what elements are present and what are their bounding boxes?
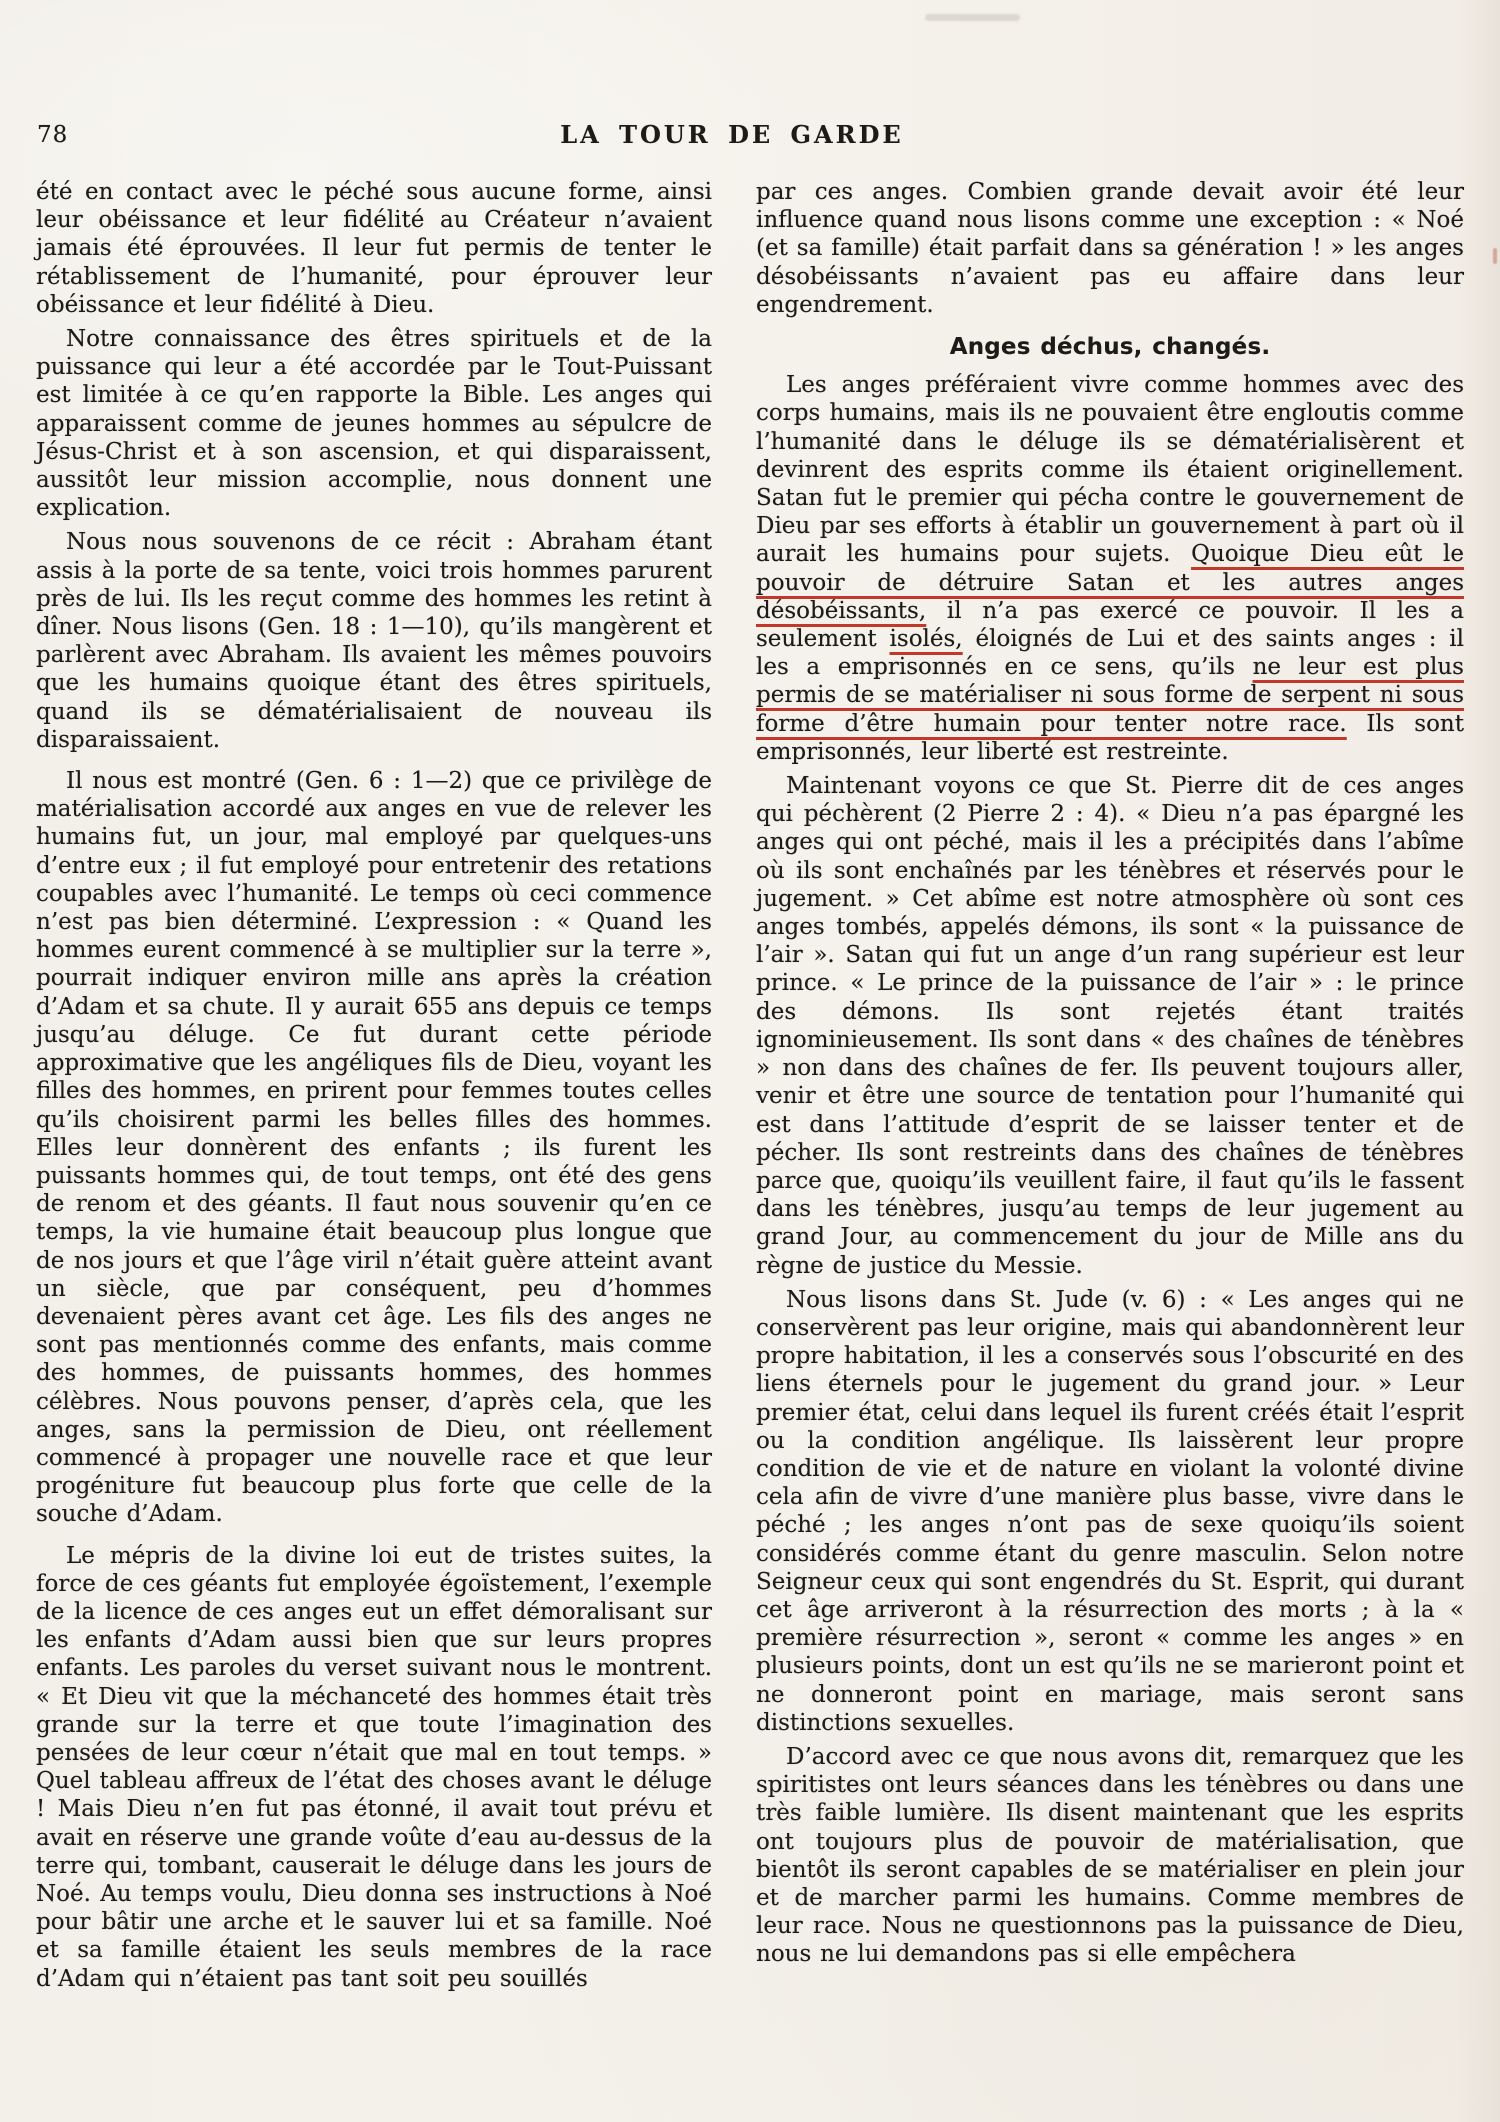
right-column: [756, 178, 1464, 1975]
text-segment: Maintenant voyons ce que St. Pierre dit de ces anges qui péchèrent (2 Pierre 2 : 4). « Dieu n’a pas épargné les anges qui ont péché, mais il les a précipités dans l’abîme où ils sont enchaînés par les ténèbres et réservés pour le jugement. » Cet abîme est notre atmosphère où sont ces anges tombés, appelés démons, ils sont « la puissance de l’air ». Satan qui fut un ange d’un rang supérieur est leur prince. « Le prince de la puissance de l’air » : le prince des démons. Ils sont rejetés étant traités ignominieusement. Ils sont dans « des chaînes de ténèbres » non dans des chaînes de fer. Ils peuvent toujours aller, venir et être une source de tentation pour l’humanité qui est dans l’attitude d’esprit de se laisser tenter et de pécher. Ils sont restreints dans des chaînes de ténèbres parce que, quoiqu’ils veuillent faire, il faut qu’ils le fassent dans les ténèbres, jusqu’au temps de leur jugement au grand Jour, au commencement du jour de Mille ans du règne de justice du Messie.: [756, 773, 1464, 1279]
scan-artifact: [1493, 248, 1497, 264]
paragraph: [756, 1743, 1464, 1969]
section-heading: Anges déchus, changés.: [949, 334, 1271, 361]
red-underlined-text: ne leur est plus permis de se matérialiser ni sous forme de serpent ni sous forme d’être humain pour tenter notre race.: [756, 654, 1464, 737]
text-segment: Notre connaissance des êtres spirituels et de la puissance qui leur a été accordée par le Tout-Puissant est limitée à ce qu’en rapporte la Bible. Les anges qui apparaissent comme de jeunes hommes au sépulcre de Jésus-Christ et à son ascension, et qui disparaissent, aussitôt leur mission accomplie, nous donnent une explication.: [36, 326, 712, 522]
text-segment: Le mépris de la divine loi eut de tristes suites, la force de ces géants fut employée égoïstement, l’exemple de la licence de ces anges eut un effet démoralisant sur les enfants d’Adam aussi bien que sur leurs propres enfants. Les paroles du verset suivant nous le montrent. « Et Dieu vit que la méchanceté des hommes était très grande sur la terre et que toute l’imagination des pensées de leur cœur n’était que mal en tout temps. » Quel tableau affreux de l’état des choses avant le déluge ! Mais Dieu n’en fut pas étonné, il avait tout prévu et avait en réserve une grande voûte d’eau au-dessus de la terre qui, tombant, causerait le déluge dans les jours de Noé. Au temps voulu, Dieu donna ses instructions à Noé pour bâtir une arche et le sauver lui et sa famille. Noé et sa famille étaient les seuls membres de la race d’Adam qui n’étaient pas tant soit peu souillés: [36, 1542, 712, 1992]
paragraph: [36, 178, 712, 319]
page-number: 78: [37, 122, 69, 148]
text-segment: Nous nous souvenons de ce récit : Abraham étant assis à la porte de sa tente, voici trois hommes parurent près de lui. Ils les reçut comme des hommes les retint à dîner. Nous lisons (Gen. 18 : 1—10), qu’ils mangèrent et parlèrent avec Abraham. Ils avaient les mêmes pouvoirs que les humains quoique étant des êtres spirituels, quand ils se dématérialisaient de nouveau ils disparaissaient.: [36, 529, 712, 753]
paragraph: [756, 772, 1464, 1280]
paragraph: [36, 1542, 712, 1993]
paragraph: [36, 325, 712, 522]
red-underlined-text: Quoique Dieu eût le pouvoir de détruire Satan et les autres anges désobéissants,: [756, 541, 1465, 624]
paragraph: [756, 1286, 1464, 1737]
text-segment: Les anges préféraient vivre comme hommes avec des corps humains, mais ils ne pouvaient être engloutis comme l’humanité dans le déluge ils se dématérialisèrent et devinrent des esprits comme ils étaient originellement. Satan fut le premier qui pécha contre le gouvernement de Dieu par ses efforts à établir un gouvernement à part où il aurait les humains pour sujets.: [756, 372, 1464, 568]
scan-artifact: [925, 14, 1020, 21]
text-segment: il n’a pas exercé ce pouvoir. Il les a seulement: [756, 597, 1464, 653]
paragraph: [756, 178, 1464, 319]
text-segment: par ces anges. Combien grande devait avoir été leur influence quand nous lisons comme une exception : « Noé (et sa famille) était parfait dans sa génération ! » les anges désobéissants n’avaient pas eu affaire dans leur engendrement.: [756, 179, 1464, 318]
paragraph: [36, 528, 712, 754]
text-segment: Nous lisons dans St. Jude (v. 6) : « Les anges qui ne conservèrent pas leur origine, mais qui abandonnèrent leur propre habitation, il les a conservés sous l’obscurité en des liens éternels pour le jugement du grand jour. » Leur premier état, celui dans lequel ils furent créés était l’esprit ou la condition angélique. Ils laissèrent leur propre condition de vie et de nature en violant la volonté divine cela afin de vivre d’une manière plus basse, vivre dans le péché ; les anges n’ont pas de sexe quoiqu’ils soient considérés comme étant du genre masculin. Selon notre Seigneur ceux qui sont engendrés du St. Esprit, qui durant cet âge arriveront à la résurrection des morts ; à la « première résurrection », seront « comme les anges » en plusieurs points, dont un est qu’ils ne se marieront point et ne donneront point en mariage, mais seront sans distinctions sexuelles.: [756, 1286, 1464, 1736]
page-header: [0, 120, 1500, 154]
journal-title: LA TOUR DE GARDE: [560, 120, 904, 149]
paragraph: [36, 767, 712, 1528]
text-segment: Il nous est montré (Gen. 6 : 1—2) que ce privilège de matérialisation accordé aux anges en vue de relever les humains fut, un jour, mal employé par quelques-uns d’entre eux ; il fut employé pour entretenir des retations coupables avec l’humanité. Le temps où ceci commence n’est pas bien déterminé. L’expression : « Quand les hommes eurent commencé à se multiplier sur la terre », pourrait indiquer environ mille ans après la création d’Adam et sa chute. Il y aurait 655 ans depuis ce temps jusqu’au déluge. Ce fut durant cette période approximative que les angéliques fils de Dieu, voyant les filles des hommes, en prirent pour femmes toutes celles qu’ils choisirent parmi les belles filles des hommes. Elles leur donnèrent des enfants ; ils furent les puissants hommes qui, de tout temps, ont été des gens de renom et des géants. Il faut nous souvenir qu’en ce temps, la vie humaine était beaucoup plus longue que de nos jours et que l’âge viril n’était guère atteint avant un siècle, que par conséquent, peu d’hommes devenaient pères avant cet âge. Les fils des anges ne sont pas mentionnés comme des enfants, mais comme des hommes, de puissants hommes, des hommes célèbres. Nous pouvons penser, d’après cela, que les anges, sans la permission de Dieu, ont réellement commencé à propager une nouvelle race et que leur progéniture fut beaucoup plus forte que celle de la souche d’Adam.: [36, 768, 712, 1528]
text-segment: Ils sont emprisonnés, leur liberté est restreinte.: [756, 710, 1464, 765]
text-segment: D’accord avec ce que nous avons dit, remarquez que les spiritistes ont leurs séances dans les ténèbres ou dans une très faible lumière. Ils disent maintenant que les esprits ont toujours plus de pouvoir de matérialisation, que bientôt ils seront capables de se matérialiser en plein jour et de marcher parmi les humains. Comme membres de leur race. Nous ne questionnons pas la puissance de Dieu, nous ne lui demandons pas si elle empêchera: [756, 1743, 1464, 1968]
text-segment: éloignés de Lui et des saints anges : il les a emprisonnés en ce sens, qu’ils: [756, 626, 1465, 681]
red-underlined-text: isolés,: [889, 626, 963, 653]
left-column: [36, 178, 712, 1999]
paragraph: [756, 371, 1464, 766]
text-segment: été en contact avec le péché sous aucune forme, ainsi leur obéissance et leur fidélité au Créateur n’avaient jamais été éprouvées. Il leur fut permis de tenter le rétablissement de l’humanité, pour éprouver leur obéissance et leur fidélité à Dieu.: [36, 179, 712, 318]
